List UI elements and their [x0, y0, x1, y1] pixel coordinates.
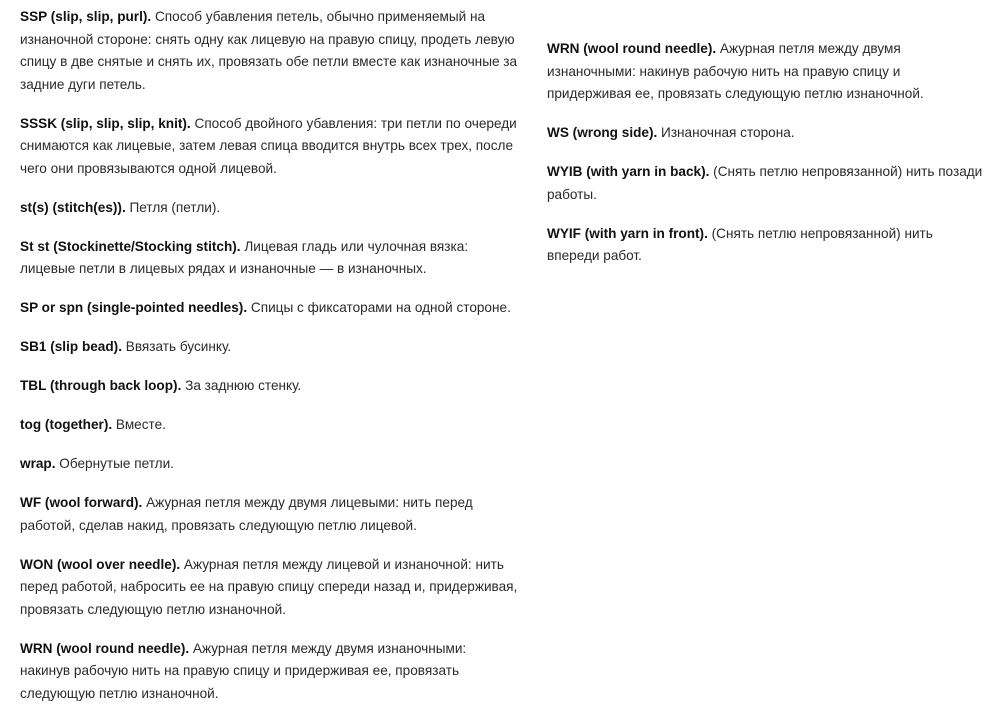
entry-term: WS (wrong side).: [547, 125, 658, 140]
glossary-entry-wrn: [20, 638, 520, 706]
glossary-entry-ws: [547, 122, 987, 145]
entry-definition: Обернутые петли.: [55, 456, 174, 471]
entry-term: SSP (slip, slip, purl).: [20, 9, 152, 24]
entry-definition: Вместе.: [112, 417, 166, 432]
entry-term: WF (wool forward).: [20, 495, 143, 510]
entry-definition: Изнаночная сторона.: [657, 125, 795, 140]
entry-term: WRN (wool round needle).: [20, 640, 190, 656]
entry-term: WRN (wool round needle).: [547, 41, 717, 56]
glossary-entry-sp: [20, 297, 520, 320]
glossary-entry-tbl: [20, 375, 520, 398]
glossary-entry-wrap: [20, 453, 520, 476]
glossary-entry-wyif: [547, 223, 987, 268]
entry-term: SP or spn (single-pointed needles).: [20, 300, 248, 315]
glossary-entry-wf: [20, 492, 520, 537]
entry-term: TBL (through back loop).: [20, 378, 182, 393]
entry-definition: За заднюю стенку.: [181, 378, 302, 393]
entry-term: WON (wool over needle).: [20, 556, 181, 572]
glossary-entry-wyib: [547, 161, 987, 206]
entry-definition: Лицевая гладь или чулочная вязка: лицевые петли в лицевых рядах и изнаночные — в изнаночных.: [20, 238, 469, 276]
entry-term: WYIF (with yarn in front).: [547, 225, 708, 241]
glossary-left-column: [20, 6, 520, 722]
entry-definition: Ажурная петля между лицевой и изнаночной: нить перед работой, набросить ее на правую спицу спереди назад и, придерживая, провязать следующую петлю изнаночной.: [20, 556, 518, 617]
entry-definition: Ввязать бусинку.: [121, 339, 232, 354]
glossary-entry-tog: [20, 414, 520, 437]
entry-definition: Спицы с фиксаторами на одной стороне.: [247, 300, 511, 315]
glossary-entry-wrn: [547, 38, 987, 106]
glossary-entry-won: [20, 554, 520, 622]
entry-term: WYIB (with yarn in back).: [547, 164, 710, 179]
entry-term: SSSK (slip, slip, slip, knit).: [20, 115, 191, 131]
entry-definition: Ажурная петля между двумя лицевыми: нить перед работой, сделав накид, провязать следующую петлю лицевой.: [20, 495, 473, 533]
entry-definition: Ажурная петля между двумя изнаночными: накинув рабочую нить на правую спицу и придерживая ее, провязать следующую петлю изнаночной.: [547, 41, 924, 101]
entry-term: St st (Stockinette/Stocking stitch).: [20, 238, 241, 254]
entry-definition: (Снять петлю непровязанной) нить впереди работ.: [547, 225, 933, 263]
entry-definition: Ажурная петля между двумя изнаночными: накинув рабочую нить на правую спицу и придерживая ее, провязать следующую петлю изнаночной.: [20, 640, 467, 701]
glossary-entry-sssk: [20, 113, 520, 181]
entry-term: tog (together).: [20, 417, 113, 432]
entry-term: st(s) (stitch(es)).: [20, 199, 126, 215]
entry-definition: Способ двойного убавления: три петли по очереди снимаются как лицевые, затем левая спица вводится внутрь всех трех, после чего они провязываются одной лицевой.: [20, 115, 517, 176]
entry-definition: (Снять петлю непровязанной) нить позади работы.: [547, 164, 983, 202]
glossary-entry-sts: [20, 197, 520, 220]
entry-term: SB1 (slip bead).: [20, 339, 122, 354]
glossary-entry-st-st: [20, 236, 520, 281]
entry-term: wrap.: [20, 456, 56, 471]
glossary-entry-sb1: [20, 336, 520, 359]
entry-definition: Петля (петли).: [125, 199, 221, 215]
glossary-right-column: [547, 38, 987, 284]
entry-definition: Способ убавления петель, обычно применяемый на изнаночной стороне: снять одну как лицевую на правую спицу, продеть левую спицу в две снятые и снять их, провязать обе петли вместе как изнаночные за задние дуги петель.: [20, 9, 518, 92]
glossary-entry-ssp: [20, 6, 520, 96]
